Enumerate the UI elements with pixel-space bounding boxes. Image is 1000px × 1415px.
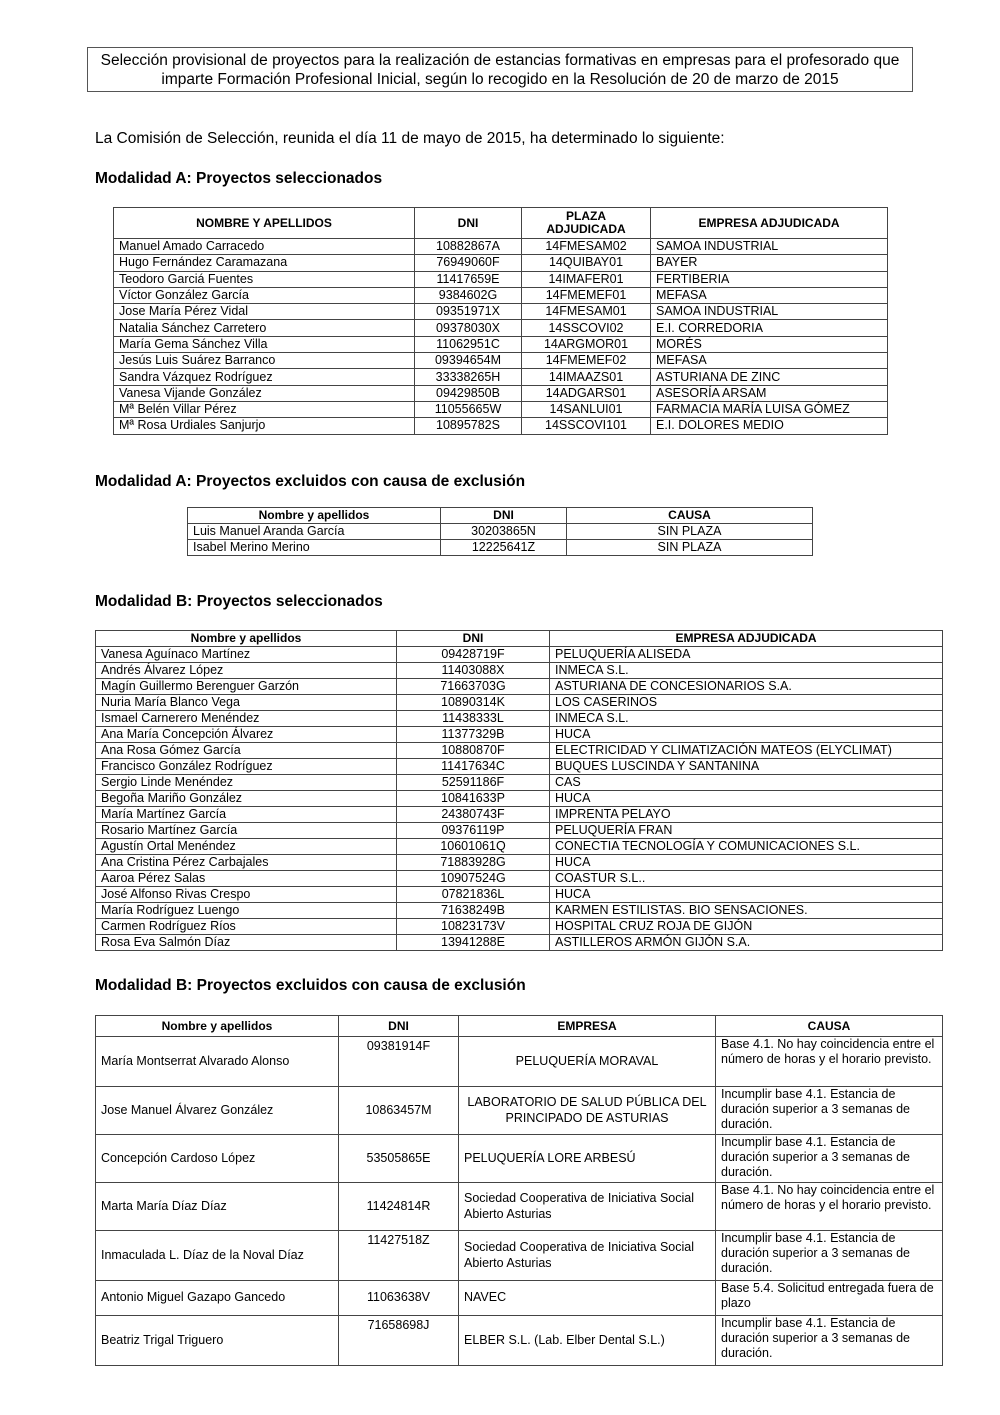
intro-paragraph: La Comisión de Selección, reunida el día 11 de mayo de 2015, ha determinado lo siguiente:	[95, 130, 725, 147]
table-cell: 9384602G	[415, 287, 522, 303]
table-cell: IMPRENTA PELAYO	[550, 807, 943, 823]
table-cell: 09394654M	[415, 353, 522, 369]
table-cell: 52591186F	[397, 775, 550, 791]
table-cell: Agustín Ortal Menéndez	[96, 839, 397, 855]
table-row	[96, 647, 943, 663]
table-cell: Jose Manuel Álvarez González	[96, 1087, 339, 1135]
document-title: Selección provisional de proyectos para la realización de estancias formativas en empresas para el profesorado que imparte Formación Profesional Inicial, según lo recogido en la Resolución de 20 de marzo de 2015	[87, 47, 913, 92]
table-cell: 10882867A	[415, 239, 522, 255]
table-cell: 14ADGARS01	[522, 385, 651, 401]
table-cell: Manuel Amado Carracedo	[114, 239, 415, 255]
table-cell: 14FMESAM01	[522, 304, 651, 320]
column-header: CAUSA	[716, 1016, 943, 1037]
section-heading-mod-a-selected: Modalidad A: Proyectos seleccionados	[95, 170, 383, 187]
table-cell: Rosario Martínez García	[96, 823, 397, 839]
column-header: CAUSA	[567, 508, 813, 524]
table-row	[114, 239, 888, 255]
table-cell: HUCA	[550, 887, 943, 903]
table-cell: 07821836L	[397, 887, 550, 903]
column-header: EMPRESA	[459, 1016, 716, 1037]
table-cell: 10863457M	[339, 1087, 459, 1135]
table-cell: Sociedad Cooperativa de Iniciativa Social Abierto Asturias	[459, 1183, 716, 1231]
table-cell: Teodoro Garciá Fuentes	[114, 271, 415, 287]
table-cell: ASTILLEROS ARMÓN GIJÓN S.A.	[550, 935, 943, 951]
table-cell: Ismael Carnerero Menéndez	[96, 711, 397, 727]
table-cell: 76949060F	[415, 255, 522, 271]
table-cell: 14FMESAM02	[522, 239, 651, 255]
table-cell: Marta María Díaz Díaz	[96, 1183, 339, 1231]
table-cell: MEFASA	[651, 287, 888, 303]
table-row	[114, 320, 888, 336]
mod-a-selected-table	[113, 207, 888, 435]
table-row	[96, 855, 943, 871]
table-cell: 09351971X	[415, 304, 522, 320]
table-cell: Magín Guillermo Berenguer Garzón	[96, 679, 397, 695]
table-cell: Mª Rosa Urdiales Sanjurjo	[114, 418, 415, 434]
table-cell: 11063638V	[339, 1281, 459, 1316]
table-row	[96, 919, 943, 935]
table-row	[96, 871, 943, 887]
table-cell: Base 4.1. No hay coincidencia entre el número de horas y el horario previsto.	[716, 1183, 943, 1231]
table-cell: ELBER S.L. (Lab. Elber Dental S.L.)	[459, 1316, 716, 1366]
table-cell: MEFASA	[651, 353, 888, 369]
table-cell: LOS CASERINOS	[550, 695, 943, 711]
table-row	[96, 823, 943, 839]
table-row	[114, 304, 888, 320]
table-cell: 11438333L	[397, 711, 550, 727]
table-cell: Vanesa Aguínaco Martínez	[96, 647, 397, 663]
column-header: EMPRESA ADJUDICADA	[550, 631, 943, 647]
table-cell: ASTURIANA DE CONCESIONARIOS S.A.	[550, 679, 943, 695]
mod-b-excluded-table	[95, 1015, 943, 1366]
table-row	[96, 791, 943, 807]
table-cell: Concepción Cardoso López	[96, 1135, 339, 1183]
table-cell: HOSPITAL CRUZ ROJA DE GIJÓN	[550, 919, 943, 935]
table-cell: SIN PLAZA	[567, 540, 813, 556]
table-cell: Víctor González García	[114, 287, 415, 303]
column-header: Nombre y apellidos	[96, 1016, 339, 1037]
table-row	[188, 524, 813, 540]
table-cell: 14ARGMOR01	[522, 336, 651, 352]
table-cell: Base 5.4. Solicitud entregada fuera de plazo	[716, 1281, 943, 1316]
table-cell: 09428719F	[397, 647, 550, 663]
table-cell: Ana Cristina Pérez Carbajales	[96, 855, 397, 871]
table-cell: COASTUR S.L..	[550, 871, 943, 887]
table-cell: Begoña Mariño González	[96, 791, 397, 807]
table-cell: PELUQUERÍA MORAVAL	[459, 1037, 716, 1087]
table-row	[96, 839, 943, 855]
table-cell: 11062951C	[415, 336, 522, 352]
table-cell: LABORATORIO DE SALUD PÚBLICA DEL PRINCIPADO DE ASTURIAS	[459, 1087, 716, 1135]
table-cell: Nuria María Blanco Vega	[96, 695, 397, 711]
table-row	[96, 1037, 943, 1087]
table-cell: 24380743F	[397, 807, 550, 823]
table-row	[114, 418, 888, 434]
table-cell: NAVEC	[459, 1281, 716, 1316]
table-row	[96, 1087, 943, 1135]
table-row	[114, 255, 888, 271]
table-cell: 71638249B	[397, 903, 550, 919]
table-cell: ASTURIANA DE ZINC	[651, 369, 888, 385]
table-cell: Incumplir base 4.1. Estancia de duración superior a 3 semanas de duración.	[716, 1087, 943, 1135]
table-cell: 09429850B	[415, 385, 522, 401]
section-heading-mod-a-excluded: Modalidad A: Proyectos excluidos con causa de exclusión	[95, 473, 526, 490]
table-cell: Ana María Concepción Álvarez	[96, 727, 397, 743]
table-cell: 13941288E	[397, 935, 550, 951]
table-cell: Isabel Merino Merino	[188, 540, 441, 556]
table-cell: KARMEN ESTILISTAS. BIO SENSACIONES.	[550, 903, 943, 919]
table-cell: PELUQUERÍA ALISEDA	[550, 647, 943, 663]
mod-a-excluded-table	[187, 507, 813, 556]
table-cell: 09381914F	[339, 1037, 459, 1087]
table-cell: Aaroa Pérez Salas	[96, 871, 397, 887]
table-row	[114, 369, 888, 385]
table-cell: Antonio Miguel Gazapo Gancedo	[96, 1281, 339, 1316]
table-row	[96, 759, 943, 775]
table-row	[96, 1183, 943, 1231]
table-cell: 14FMEMEF01	[522, 287, 651, 303]
table-cell: PELUQUERÍA LORE ARBESÚ	[459, 1135, 716, 1183]
table-header-row	[188, 508, 813, 524]
table-cell: 71658698J	[339, 1316, 459, 1366]
table-cell: María Gema Sánchez Villa	[114, 336, 415, 352]
table-cell: Sociedad Cooperativa de Iniciativa Social Abierto Asturias	[459, 1231, 716, 1281]
table-row	[96, 775, 943, 791]
table-cell: 09376119P	[397, 823, 550, 839]
table-cell: Sandra Vázquez Rodríguez	[114, 369, 415, 385]
section-heading-mod-b-selected: Modalidad B: Proyectos seleccionados	[95, 593, 383, 610]
table-row	[96, 935, 943, 951]
table-cell: 71883928G	[397, 855, 550, 871]
table-cell: PELUQUERÍA FRAN	[550, 823, 943, 839]
table-header-row	[96, 631, 943, 647]
table-cell: FARMACIA MARÍA LUISA GÓMEZ	[651, 401, 888, 417]
table-cell: Andrés Álvarez López	[96, 663, 397, 679]
table-cell: Natalia Sánchez Carretero	[114, 320, 415, 336]
table-cell: Hugo Fernández Caramazana	[114, 255, 415, 271]
table-cell: Ana Rosa Gómez García	[96, 743, 397, 759]
table-cell: CAS	[550, 775, 943, 791]
table-cell: 11403088X	[397, 663, 550, 679]
table-row	[114, 385, 888, 401]
table-cell: 10890314K	[397, 695, 550, 711]
table-row	[114, 353, 888, 369]
table-cell: E.I. DOLORES MEDIO	[651, 418, 888, 434]
column-header: Nombre y apellidos	[188, 508, 441, 524]
table-cell: ASESORÍA ARSAM	[651, 385, 888, 401]
table-cell: SAMOA INDUSTRIAL	[651, 239, 888, 255]
table-cell: INMECA S.L.	[550, 711, 943, 727]
table-cell: Carmen Rodríguez Ríos	[96, 919, 397, 935]
column-header: EMPRESA ADJUDICADA	[651, 208, 888, 239]
table-cell: 14SSCOVI101	[522, 418, 651, 434]
mod-b-selected-table	[95, 630, 943, 951]
table-row	[96, 887, 943, 903]
table-cell: 14FMEMEF02	[522, 353, 651, 369]
table-row	[114, 287, 888, 303]
table-row	[96, 1281, 943, 1316]
table-cell: 53505865E	[339, 1135, 459, 1183]
table-cell: Mª Belén Villar Pérez	[114, 401, 415, 417]
table-cell: HUCA	[550, 855, 943, 871]
table-cell: 10895782S	[415, 418, 522, 434]
table-cell: 14SANLUI01	[522, 401, 651, 417]
table-cell: Vanesa Vijande González	[114, 385, 415, 401]
table-row	[114, 336, 888, 352]
table-cell: 11417659E	[415, 271, 522, 287]
table-cell: Beatriz Trigal Triguero	[96, 1316, 339, 1366]
column-header: DNI	[441, 508, 567, 524]
table-cell: 71663703G	[397, 679, 550, 695]
table-cell: BUQUES LUSCINDA Y SANTANINA	[550, 759, 943, 775]
table-cell: 10880870F	[397, 743, 550, 759]
table-cell: José Alfonso Rivas Crespo	[96, 887, 397, 903]
table-cell: Base 4.1. No hay coincidencia entre el número de horas y el horario previsto.	[716, 1037, 943, 1087]
table-cell: HUCA	[550, 791, 943, 807]
table-cell: María Martínez García	[96, 807, 397, 823]
table-cell: 11424814R	[339, 1183, 459, 1231]
table-cell: 14IMAAZS01	[522, 369, 651, 385]
table-row	[114, 271, 888, 287]
table-cell: 14SSCOVI02	[522, 320, 651, 336]
table-cell: CONECTIA TECNOLOGÍA Y COMUNICACIONES S.L.	[550, 839, 943, 855]
table-cell: 10907524G	[397, 871, 550, 887]
table-cell: Jose María Pérez Vidal	[114, 304, 415, 320]
table-cell: Luis Manuel Aranda García	[188, 524, 441, 540]
table-cell: 30203865N	[441, 524, 567, 540]
table-cell: Francisco González Rodríguez	[96, 759, 397, 775]
table-cell: INMECA S.L.	[550, 663, 943, 679]
column-header: NOMBRE Y APELLIDOS	[114, 208, 415, 239]
table-row	[188, 540, 813, 556]
table-cell: FERTIBERIA	[651, 271, 888, 287]
table-row	[96, 1135, 943, 1183]
table-cell: Incumplir base 4.1. Estancia de duración superior a 3 semanas de duración.	[716, 1135, 943, 1183]
table-cell: Jesús Luis Suárez Barranco	[114, 353, 415, 369]
table-row	[96, 743, 943, 759]
table-header-row	[114, 208, 888, 239]
table-cell: Rosa Eva Salmón Díaz	[96, 935, 397, 951]
table-row	[96, 695, 943, 711]
table-cell: 12225641Z	[441, 540, 567, 556]
table-row	[96, 807, 943, 823]
table-cell: 11377329B	[397, 727, 550, 743]
table-cell: 11055665W	[415, 401, 522, 417]
table-cell: 14IMAFER01	[522, 271, 651, 287]
table-cell: 11417634C	[397, 759, 550, 775]
column-header: Nombre y apellidos	[96, 631, 397, 647]
table-row	[96, 727, 943, 743]
column-header: DNI	[415, 208, 522, 239]
section-heading-mod-b-excluded: Modalidad B: Proyectos excluidos con causa de exclusión	[95, 977, 526, 994]
table-cell: 09378030X	[415, 320, 522, 336]
table-row	[96, 679, 943, 695]
column-header: DNI	[339, 1016, 459, 1037]
table-cell: 10823173V	[397, 919, 550, 935]
table-row	[114, 401, 888, 417]
table-row	[96, 1231, 943, 1281]
table-cell: Inmaculada L. Díaz de la Noval Díaz	[96, 1231, 339, 1281]
table-cell: SAMOA INDUSTRIAL	[651, 304, 888, 320]
table-cell: Incumplir base 4.1. Estancia de duración superior a 3 semanas de duración.	[716, 1231, 943, 1281]
column-header: DNI	[397, 631, 550, 647]
table-cell: 14QUIBAY01	[522, 255, 651, 271]
table-cell: E.I. CORREDORIA	[651, 320, 888, 336]
table-cell: 33338265H	[415, 369, 522, 385]
table-row	[96, 711, 943, 727]
table-cell: María Montserrat Alvarado Alonso	[96, 1037, 339, 1087]
table-cell: ELECTRICIDAD Y CLIMATIZACIÓN MATEOS (ELYCLIMAT)	[550, 743, 943, 759]
table-cell: 10841633P	[397, 791, 550, 807]
table-header-row	[96, 1016, 943, 1037]
table-cell: BAYER	[651, 255, 888, 271]
table-row	[96, 903, 943, 919]
table-cell: HUCA	[550, 727, 943, 743]
table-cell: SIN PLAZA	[567, 524, 813, 540]
table-cell: 10601061Q	[397, 839, 550, 855]
table-row	[96, 663, 943, 679]
table-cell: María Rodríguez Luengo	[96, 903, 397, 919]
table-row	[96, 1316, 943, 1366]
table-cell: MORÉS	[651, 336, 888, 352]
table-cell: Sergio Linde Menéndez	[96, 775, 397, 791]
table-cell: Incumplir base 4.1. Estancia de duración superior a 3 semanas de duración.	[716, 1316, 943, 1366]
table-cell: 11427518Z	[339, 1231, 459, 1281]
column-header: PLAZA ADJUDICADA	[522, 208, 651, 239]
